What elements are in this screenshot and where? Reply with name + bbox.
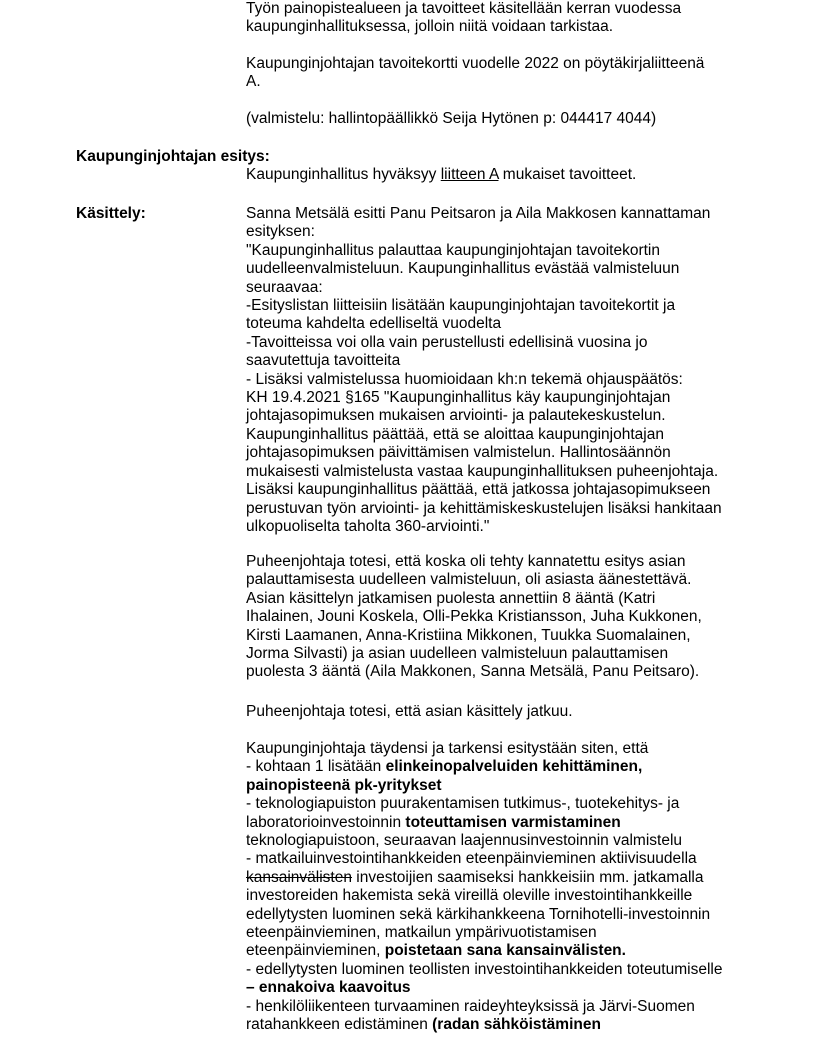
handling-label: Käsittely: <box>76 205 146 222</box>
vote-paragraph <box>246 553 746 682</box>
amendment-line: eteenpäinvieminen, matkailun ympärivuotistamisen <box>246 924 597 942</box>
intro-line-1: Työn painopistealueen ja tavoitteet käsitellään kerran vuodessa <box>246 0 682 17</box>
attachment-a-link[interactable]: liitteen A <box>440 166 499 183</box>
amend-bold-text: (radan sähköistäminen <box>432 1016 601 1034</box>
motion-line: toteuma kahdelta edelliseltä vuodelta <box>246 315 502 333</box>
motion-line: johtajasopimuksen mukaisen arviointi- ja palautekeskustelun. <box>246 407 666 425</box>
amend-strikethrough-text: kansainvälisten <box>246 868 352 886</box>
amendment-line <box>246 1016 746 1034</box>
amendment-line: - teknologiapuiston puurakentamisen tutkimus-, tuotekehitys- ja <box>246 795 680 813</box>
motion-line: uudelleenvalmisteluun. Kaupunginhallitus evästää valmisteluun <box>246 260 680 278</box>
proposal-line <box>246 166 746 184</box>
continue-line: Puheenjohtaja totesi, että asian käsittely jatkuu. <box>246 703 573 720</box>
motion-line: KH 19.4.2021 §165 "Kaupunginhallitus käy kaupunginjohtajan <box>246 389 671 407</box>
vote-line: puolesta 3 ääntä (Aila Makkonen, Sanna Metsälä, Panu Peitsaro). <box>246 663 700 681</box>
motion-line: saavutettuja tavoitteita <box>246 352 401 370</box>
motion-line: -Esityslistan liitteisiin lisätään kaupunginjohtajan tavoitekortit ja <box>246 297 676 315</box>
motion-line: Sanna Metsälä esitti Panu Peitsaron ja Aila Makkosen kannattaman <box>246 205 711 222</box>
amendment-line: - henkilöliikenteen turvaaminen raideyhteyksissä ja Järvi-Suomen <box>246 997 695 1015</box>
amendment-line <box>246 814 746 832</box>
motion-line: perustuvan työn arviointi- ja kehittämiskeskustelujen lisäksi hankitaan <box>246 499 722 517</box>
amend-bold-text: poistetaan sana kansainvälisten. <box>384 942 626 960</box>
motion-line: ulkopuoliselta taholta 360-arviointi." <box>246 517 490 535</box>
continue-paragraph <box>246 703 746 721</box>
amendment-line <box>246 758 746 776</box>
amendment-line: investoreiden hakemista sekä vireillä oleville investointihankkeille <box>246 887 693 905</box>
motion-line: Kaupunginhallitus päättää, että se aloittaa kaupunginjohtajan <box>246 425 664 443</box>
motion-line: johtajasopimuksen päivittämisen valmistelun. Hallintosäännön <box>246 444 671 462</box>
motion-line: "Kaupunginhallitus palauttaa kaupunginjohtajan tavoitekortin <box>246 241 660 259</box>
amend-bold-text: toteuttamisen varmistaminen <box>405 813 621 831</box>
amendment-line: - edellytysten luominen teollisten investointihankkeiden toteutumiselle <box>246 960 723 978</box>
proposal-text <box>246 166 746 184</box>
amendment-line: - matkailuinvestointihankkeiden eteenpäinvieminen aktiivisuudella <box>246 850 697 868</box>
amend-text: - kohtaan 1 lisätään <box>246 758 386 776</box>
amendment-line: edellytysten luominen sekä kärkihankkeena Tornihotelli-investoinnin <box>246 905 711 923</box>
intro-paragraph <box>246 0 746 37</box>
amend-bold-text: elinkeinopalveluiden kehittäminen, <box>385 758 643 776</box>
motion-line: - Lisäksi valmistelussa huomioidaan kh:n tekemä ohjauspäätös: <box>246 370 683 388</box>
amendment-line: teknologiapuistoon, seuraavan laajennusinvestoinnin valmistelu <box>246 832 683 850</box>
vote-line: Asian käsittelyn jatkamisen puolesta annettiin 8 ääntä (Katri <box>246 589 656 607</box>
vote-line: Jorma Silvasti) ja asian uudelleen valmisteluun palauttamisen <box>246 645 669 663</box>
amendment-line <box>246 942 746 960</box>
proposal-before: Kaupunginhallitus hyväksyy <box>246 166 441 183</box>
amendment-line <box>246 869 746 887</box>
amend-text: investoijien saamiseksi hankkeisiin mm. jatkamalla <box>351 868 704 886</box>
motion-line: esityksen: <box>246 223 315 241</box>
intro-line-2: kaupunginhallituksessa, jolloin niitä voidaan tarkistaa. <box>246 18 614 36</box>
attachment-note-line-2: A. <box>246 73 261 91</box>
proposal-label: Kaupunginjohtajan esitys: <box>76 148 270 165</box>
amendment-line: – ennakoiva kaavoitus <box>246 979 411 997</box>
vote-line: Puheenjohtaja totesi, että koska oli tehty kannatettu esitys asian <box>246 553 686 570</box>
vote-line: Ihalainen, Jouni Koskela, Olli-Pekka Kristiansson, Juha Kukkonen, <box>246 608 702 626</box>
amendment-line: painopisteenä pk-yritykset <box>246 776 442 794</box>
motion-line: -Tavoitteissa voi olla vain perustellusti edellisinä vuosina jo <box>246 333 648 351</box>
vote-line: Kirsti Laamanen, Anna-Kristiina Mikkonen, Tuukka Suomalainen, <box>246 626 691 644</box>
amendment-intro: Kaupunginjohtaja täydensi ja tarkensi esitystään siten, että <box>246 740 649 757</box>
preparation-note <box>246 110 746 128</box>
motion-line: seuraavaa: <box>246 278 323 296</box>
attachment-note-line-1: Kaupunginjohtajan tavoitekortti vuodelle 2022 on pöytäkirjaliitteenä <box>246 55 705 72</box>
vote-line: palauttamisesta uudelleen valmisteluun, oli asiasta äänestettävä. <box>246 571 692 589</box>
amend-text: eteenpäinvieminen, <box>246 942 385 960</box>
proposal-after: mukaiset tavoitteet. <box>498 166 637 183</box>
motion-line: Lisäksi kaupunginhallitus päättää, että jatkossa johtajasopimukseen <box>246 481 711 499</box>
amendment-paragraph <box>246 740 746 1035</box>
preparation-line: (valmistelu: hallintopäällikkö Seija Hytönen p: 044417 4044) <box>246 110 657 127</box>
amend-text: ratahankkeen edistäminen <box>246 1016 433 1034</box>
motion-line: mukaisesti valmistelusta vastaa kaupunginhallituksen puheenjohtaja. <box>246 462 719 480</box>
motion-paragraph <box>246 205 746 536</box>
amend-text: laboratorioinvestoinnin <box>246 813 406 831</box>
attachment-note <box>246 55 746 92</box>
